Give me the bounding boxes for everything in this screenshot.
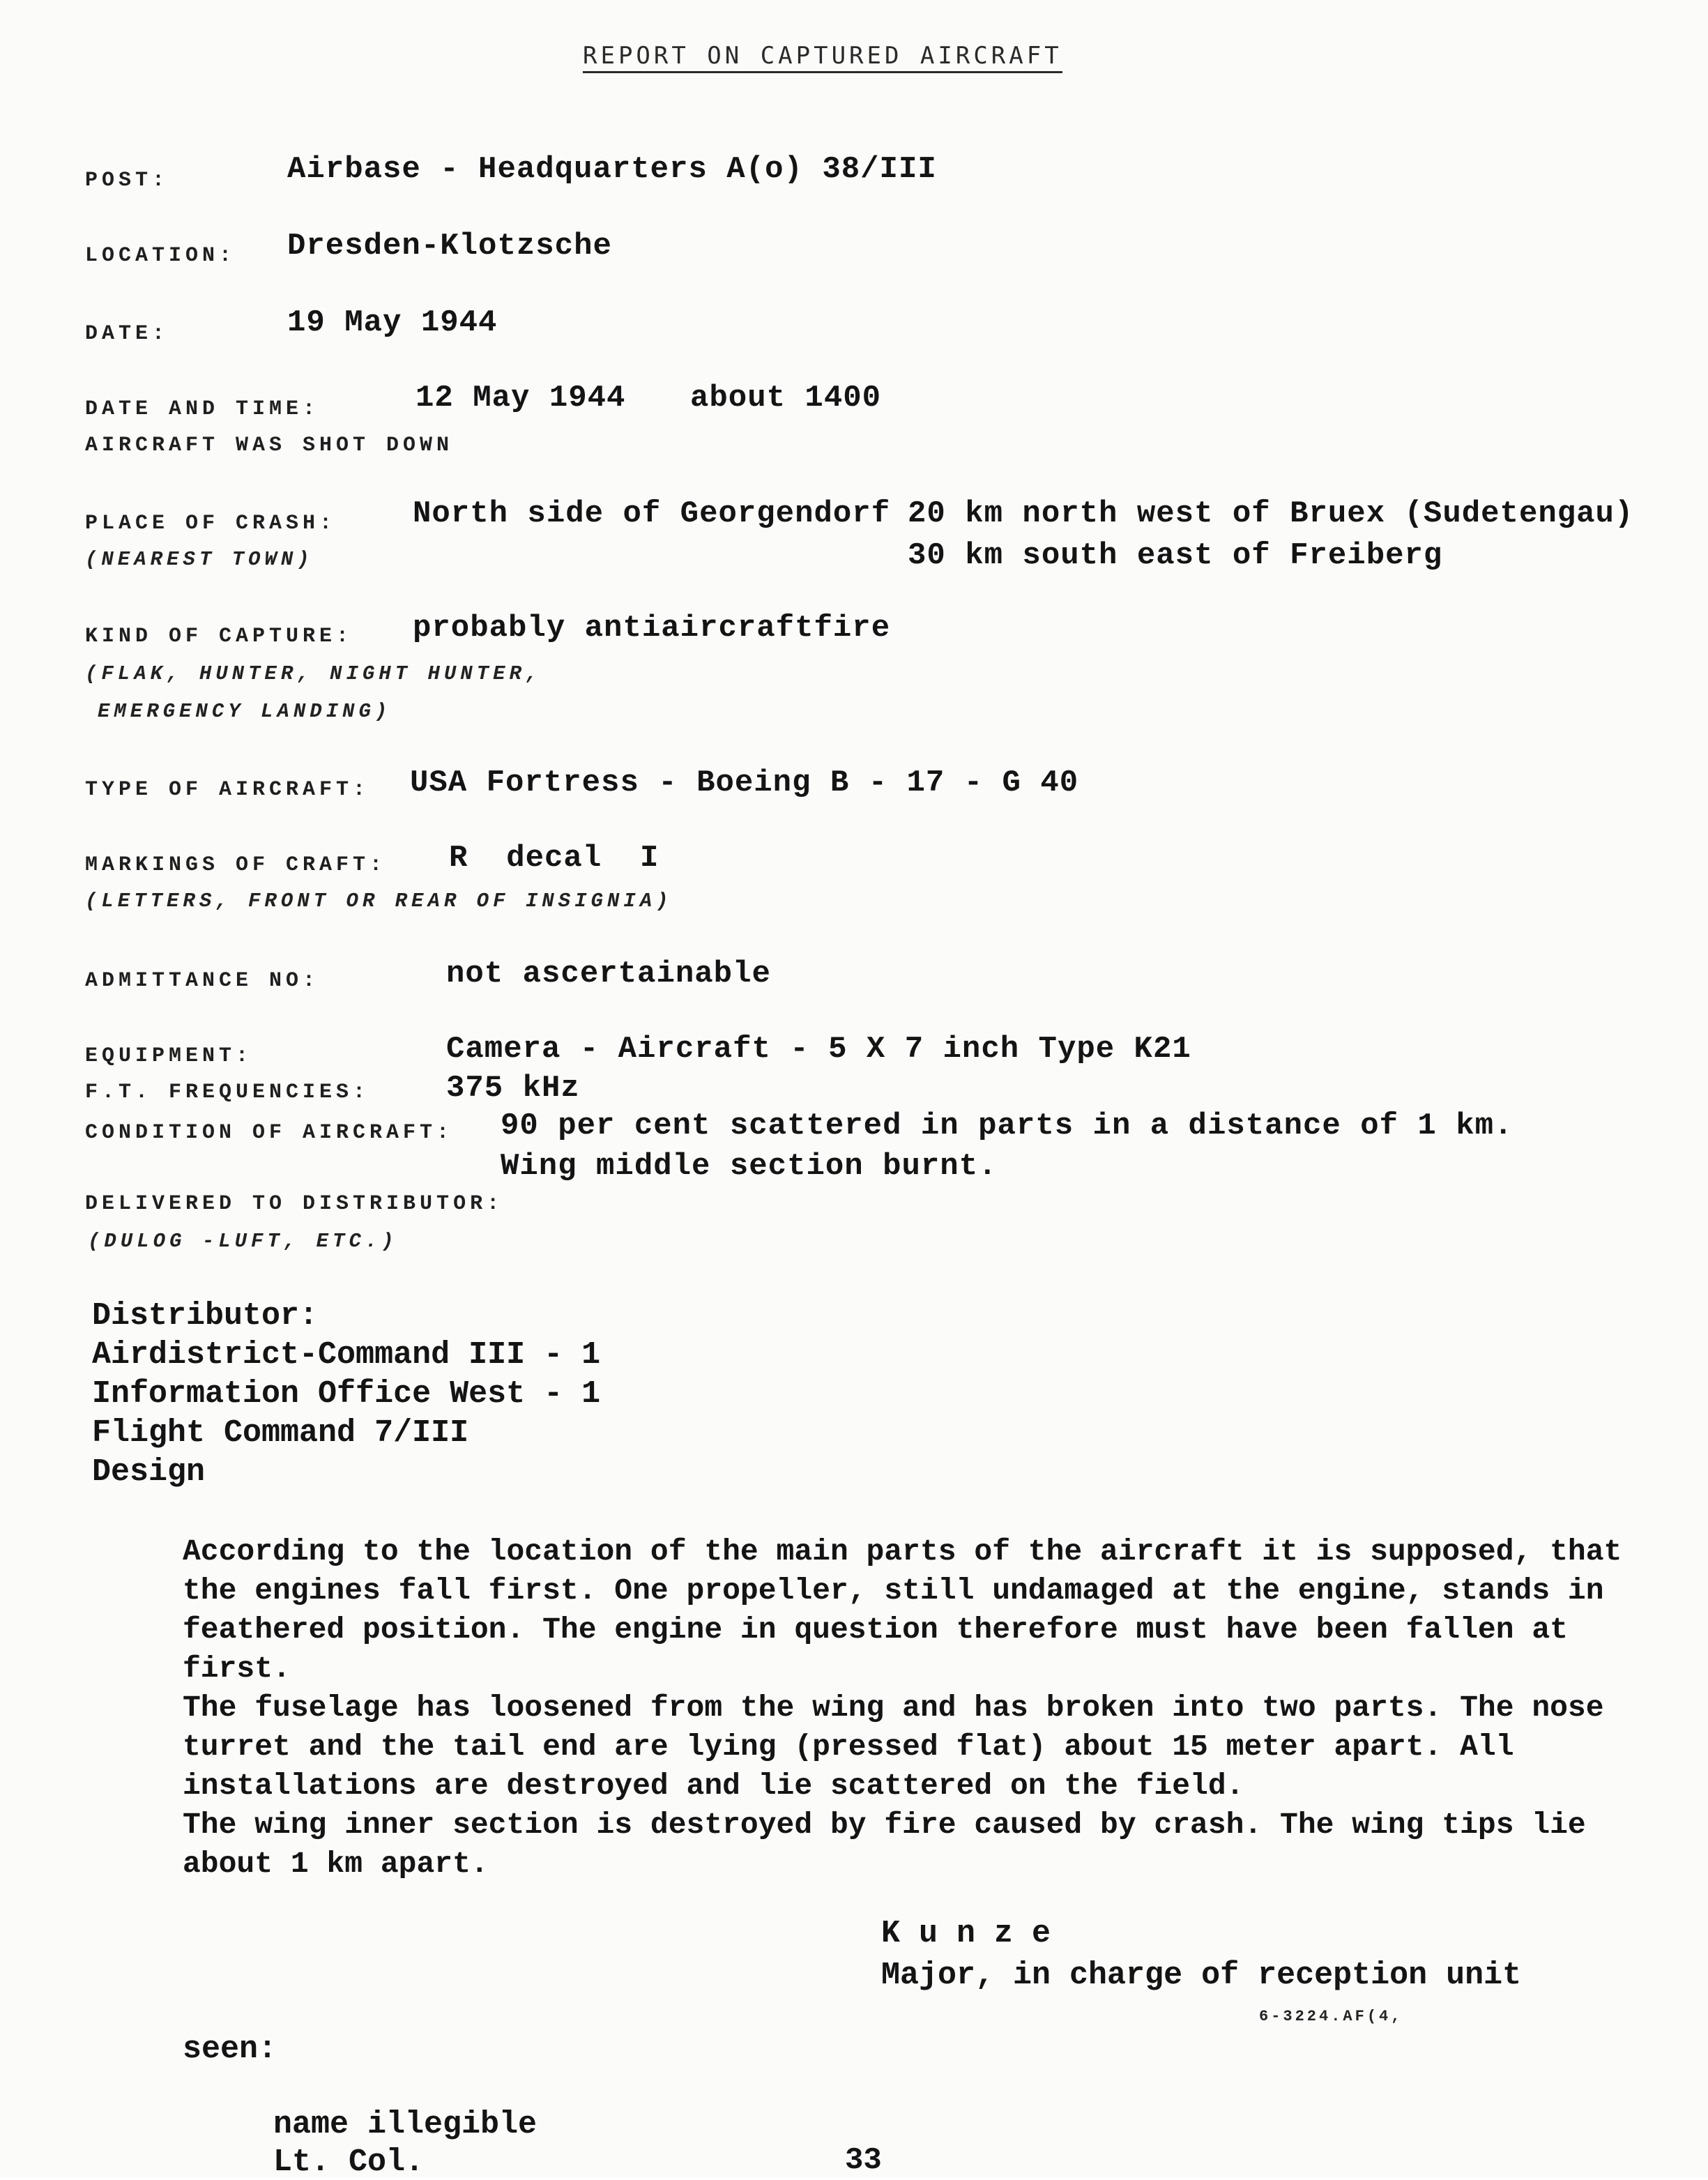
admittance-label: ADMITTANCE NO: xyxy=(85,969,320,993)
distributor-item: Information Office West - 1 xyxy=(92,1376,601,1412)
location-label: LOCATION: xyxy=(85,244,236,268)
location-value: Dresden-Klotzsche xyxy=(287,229,612,264)
condition-value-2: Wing middle section burnt. xyxy=(501,1149,998,1184)
narrative-line: turret and the tail end are lying (pressed flat) about 15 meter apart. All xyxy=(183,1730,1514,1764)
narrative-line: about 1 km apart. xyxy=(183,1847,489,1881)
distributor-item: Design xyxy=(92,1454,206,1490)
crash-value-distance-2: 30 km south east of Freiberg xyxy=(908,538,1443,573)
capture-sub-label-2: EMERGENCY LANDING) xyxy=(98,700,392,723)
narrative-line: feathered position. The engine in question therefore must have been fallen at xyxy=(183,1613,1568,1647)
seen-name: name illegible xyxy=(273,2107,537,2142)
narrative-line: installations are destroyed and lie scattered on the field. xyxy=(183,1769,1244,1803)
delivered-sub-label: (DULOG -LUFT, ETC.) xyxy=(88,1230,398,1253)
crash-sub-label: (NEAREST TOWN) xyxy=(85,548,314,571)
datetime-time: about 1400 xyxy=(690,381,882,416)
page-title: REPORT ON CAPTURED AIRCRAFT xyxy=(583,42,1062,73)
narrative-paragraph xyxy=(183,1532,1668,1884)
document-code: 6-3224.AF(4, xyxy=(1259,2008,1403,2025)
date-label: DATE: xyxy=(85,322,169,346)
page-number: 33 xyxy=(845,2143,882,2178)
type-label: TYPE OF AIRCRAFT: xyxy=(85,778,370,802)
crash-label: PLACE OF CRASH: xyxy=(85,512,337,535)
equipment-label: EQUIPMENT: xyxy=(85,1044,253,1068)
type-value: USA Fortress - Boeing B - 17 - G 40 xyxy=(410,765,1079,800)
distributor-heading: Distributor: xyxy=(92,1298,319,1334)
post-value: Airbase - Headquarters A(o) 38/III xyxy=(287,152,937,187)
crash-value-distance-1: 20 km north west of Bruex (Sudetengau) xyxy=(908,496,1634,531)
frequencies-label: F.T. FREQUENCIES: xyxy=(85,1081,370,1104)
narrative-line: first. xyxy=(183,1652,291,1686)
markings-value: R decal I xyxy=(449,841,659,876)
datetime-sub-label: AIRCRAFT WAS SHOT DOWN xyxy=(85,434,454,457)
distributor-item: Airdistrict-Command III - 1 xyxy=(92,1337,601,1373)
crash-value-town: North side of Georgendorf xyxy=(413,496,891,531)
distributor-item: Flight Command 7/III xyxy=(92,1415,469,1451)
capture-sub-label-1: (FLAK, HUNTER, NIGHT HUNTER, xyxy=(85,662,542,685)
equipment-value: Camera - Aircraft - 5 X 7 inch Type K21 xyxy=(446,1032,1191,1067)
capture-label: KIND OF CAPTURE: xyxy=(85,625,353,648)
condition-label: CONDITION OF AIRCRAFT: xyxy=(85,1121,454,1145)
admittance-value: not ascertainable xyxy=(446,956,771,991)
narrative-line: the engines fall first. One propeller, still undamaged at the engine, stands in xyxy=(183,1573,1604,1608)
seen-label: seen: xyxy=(183,2032,277,2067)
condition-value-1: 90 per cent scattered in parts in a distance of 1 km. xyxy=(501,1108,1513,1143)
narrative-line: The fuselage has loosened from the wing and has broken into two parts. The nose xyxy=(183,1691,1604,1725)
frequencies-value: 375 kHz xyxy=(446,1071,580,1106)
datetime-label: DATE AND TIME: xyxy=(85,397,320,421)
signature-name: K u n z e xyxy=(881,1916,1051,1951)
capture-value: probably antiaircraftfire xyxy=(413,611,891,646)
delivered-label: DELIVERED TO DISTRIBUTOR: xyxy=(85,1192,504,1216)
post-label: POST: xyxy=(85,169,169,192)
markings-label: MARKINGS OF CRAFT: xyxy=(85,853,387,877)
narrative-line: The wing inner section is destroyed by fire caused by crash. The wing tips lie xyxy=(183,1808,1586,1842)
date-value: 19 May 1944 xyxy=(287,305,498,340)
signature-rank: Major, in charge of reception unit xyxy=(881,1958,1522,1993)
narrative-line: According to the location of the main parts of the aircraft it is supposed, that xyxy=(183,1534,1622,1569)
markings-sub-label: (LETTERS, FRONT OR REAR OF INSIGNIA) xyxy=(85,890,673,913)
datetime-value: 12 May 1944 xyxy=(415,381,626,416)
seen-rank: Lt. Col. xyxy=(273,2144,425,2180)
